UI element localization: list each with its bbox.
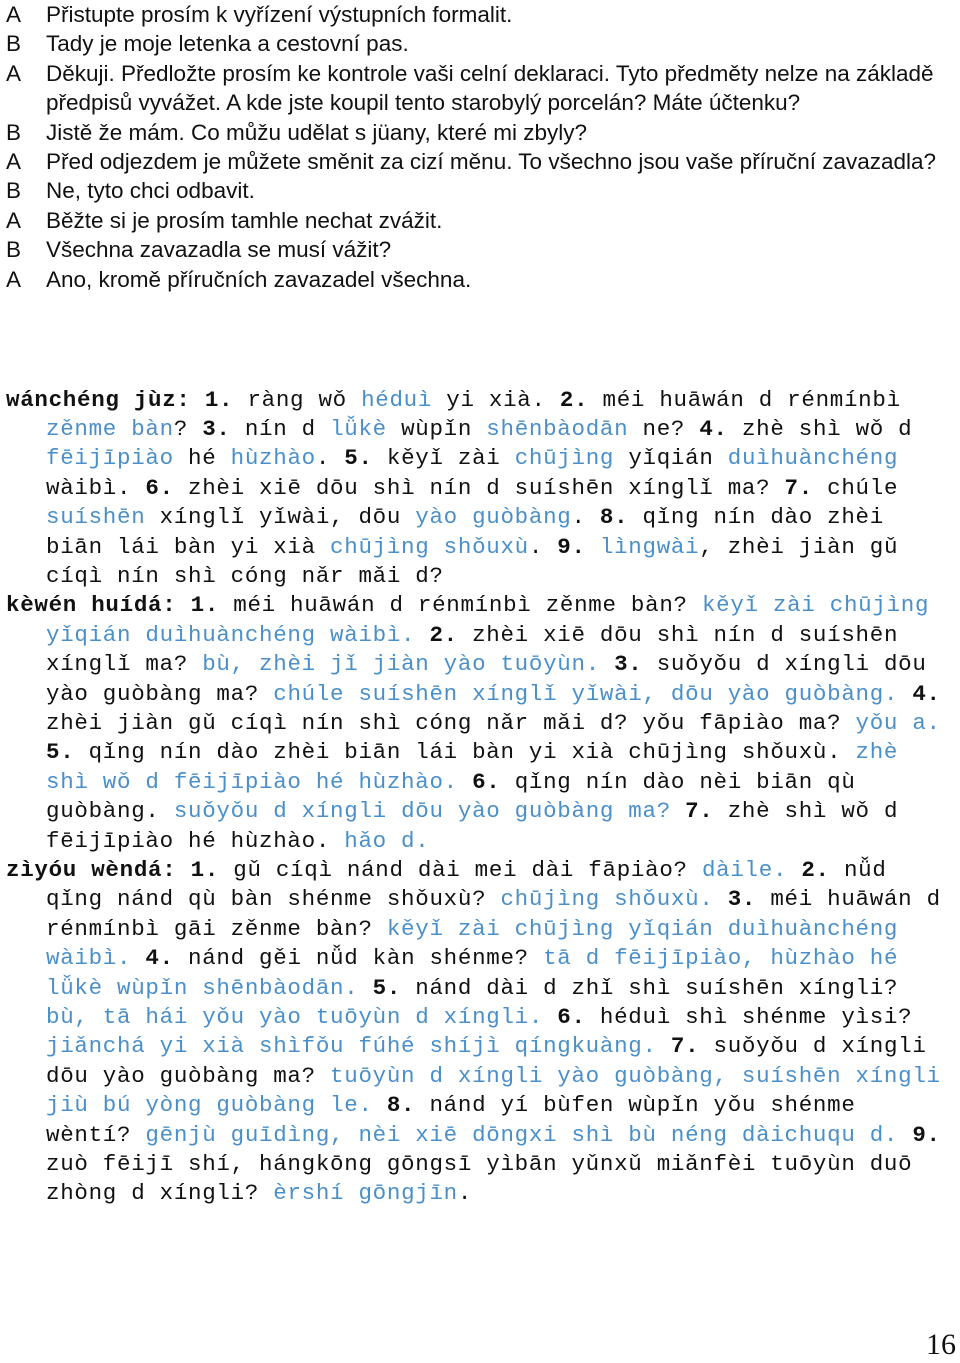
exercise-text	[714, 886, 728, 912]
item-number: 1.	[190, 592, 234, 619]
exercise-text: gǔ cíqì nánd dài mei dài fāpiào?	[233, 857, 702, 883]
item-number: 8.	[386, 1092, 430, 1119]
exercise-text: qǐng nín dào nèi biān qù guòbàng.	[46, 768, 856, 825]
answer-text: jiǎnchá yi xià shìfǒu fúhé shíjì qíngkuàng.	[46, 1033, 657, 1060]
dialogue-line	[6, 265, 950, 294]
item-number: 7.	[685, 798, 728, 825]
dialogue-text: Ne, tyto chci odbavit.	[46, 178, 255, 204]
exercise-text	[415, 622, 429, 648]
answer-text: chūjìng shǒuxù.	[500, 886, 714, 913]
exercises	[6, 386, 950, 1209]
exercise-text: ràng wǒ	[247, 386, 362, 413]
item-number: 5.	[372, 974, 416, 1001]
item-number: 1.	[190, 857, 234, 883]
exercise-text: chúle	[827, 474, 899, 501]
item-number: 5.	[46, 739, 89, 766]
exercise-text: wàibì.	[46, 474, 146, 501]
item-number: 8.	[599, 504, 643, 531]
item-number: 4.	[145, 945, 189, 972]
exercise-text: .	[528, 533, 558, 560]
answer-text: hùzhào	[230, 445, 316, 472]
answer-text: lìngwài	[599, 533, 700, 560]
exercise-text	[373, 1092, 387, 1118]
exercise-text: yi xià.	[432, 386, 560, 413]
dialogue-line	[6, 206, 950, 235]
dialogue-line	[6, 29, 950, 58]
item-number: 3.	[614, 651, 657, 678]
item-number: 9.	[912, 1121, 941, 1148]
answer-text: hǎo d.	[344, 827, 430, 854]
exercise-text: .	[457, 1180, 473, 1207]
dialogue-text: Tady je moje letenka a cestovní pas.	[46, 31, 409, 57]
answer-text: suíshēn	[46, 504, 146, 531]
exercise-text: zhèi jiàn gǔ cíqì nín shì cóng nǎr mǎi d? yǒu fāpiào ma?	[46, 709, 856, 736]
exercise-text: kěyǐ zài	[386, 445, 515, 472]
exercise-text: suǒyǒu d xíngli dōu yào guòbàng ma?	[46, 651, 927, 707]
item-number: 9.	[557, 533, 600, 560]
section-title: wánchéng jùz:	[6, 386, 205, 413]
speaker-label: B	[6, 178, 22, 204]
exercise-text: nǚd qǐng nánd qù bàn shénme shǒuxù?	[46, 857, 887, 913]
answer-text: gēnjù guīdìng, nèi xiē dōngxi shì bù néng dàichuqu d.	[145, 1121, 899, 1148]
dialogue-line	[6, 0, 950, 29]
exercise-section	[6, 591, 950, 856]
exercise-section	[6, 856, 950, 1209]
exercise-text: méi huāwán d rénmínbì	[602, 386, 901, 413]
exercise-text: zhèi xiē dōu shì nín d suíshēn xínglǐ ma?	[188, 474, 785, 501]
item-number: 7.	[784, 474, 828, 501]
item-number: 2.	[801, 857, 844, 883]
speaker-label: B	[6, 119, 22, 145]
page-number: 16	[926, 1328, 956, 1361]
exercise-text	[898, 681, 912, 707]
item-number: 4.	[912, 680, 941, 707]
dialogue-line	[6, 59, 950, 118]
dialogue-text: Děkuji. Předložte prosím ke kontrole vaši celní deklaraci. Tyto předměty nelze na základě předpisů vyvážet. A kde jste koupil tento starobylý porcelán? Máte účtenku?	[46, 60, 934, 116]
answer-text: kěyǐ zài chūjìng yǐqián duìhuànchéng wàibì.	[46, 592, 930, 648]
answer-text: héduì	[361, 386, 433, 413]
exercise-text	[600, 651, 614, 677]
dialogue-text: Před odjezdem je můžete směnit za cizí měnu. To všechno jsou vaše příruční zavazadla?	[46, 149, 937, 175]
answer-text: yào guòbàng	[415, 504, 572, 531]
exercise-text: nánd yí bùfen wùpǐn yǒu shénme wèntí?	[46, 1092, 856, 1148]
answer-text: tuōyùn d xíngli yào guòbàng, suíshēn xíngli jiù bú yòng guòbàng le.	[46, 1062, 941, 1119]
answer-text: bù, zhèi jǐ jiàn yào tuōyùn.	[202, 651, 600, 678]
speaker-label: A	[6, 266, 22, 292]
answer-text: tā d fēijīpiào, hùzhào hé lǚkè wùpǐn shēnbàodān.	[46, 945, 899, 1001]
answer-text: chúle suíshēn xínglǐ yǐwài, dōu yào guòbàng.	[273, 680, 899, 707]
exercise-text: , zhèi jiàn gǔ cíqì nín shì cóng nǎr mǎi d?	[46, 533, 899, 589]
speaker-label: A	[6, 207, 22, 233]
exercise-text	[131, 945, 145, 971]
exercise-text: ?	[173, 415, 203, 442]
dialogue-line	[6, 235, 950, 264]
exercise-text: zuò fēijī shí, hángkōng gōngsī yìbān yǔnxǔ miǎnfèi tuōyùn duō zhòng d xíngli?	[46, 1151, 913, 1207]
dialogue-text: Přistupte prosím k vyřízení výstupních formalit.	[46, 2, 513, 27]
exercise-section	[6, 386, 950, 592]
item-number: 2.	[559, 386, 603, 413]
item-number: 6.	[145, 474, 189, 501]
item-number: 3.	[202, 415, 245, 442]
dialogue-text: Jistě že mám. Co můžu udělat s jüany, které mi zbyly?	[46, 119, 588, 145]
exercise-text: méi huāwán d rénmínbì gāi zěnme bàn?	[46, 886, 941, 942]
answer-text: zěnme bàn	[46, 415, 174, 442]
exercise-text: qǐng nín dào zhèi biān lái bàn yi xià	[46, 504, 884, 560]
answer-text: lǚkè	[330, 415, 387, 442]
speaker-label: B	[6, 31, 22, 57]
exercise-text: zhèi xiē dōu shì nín d suíshēn xínglǐ ma?	[46, 621, 899, 678]
exercise-text: nánd dài d zhǐ shì suíshēn xíngli?	[415, 974, 899, 1001]
item-number: 4.	[699, 415, 742, 442]
section-title: kèwén huídá:	[6, 592, 191, 619]
exercise-text	[543, 1004, 557, 1030]
dialogue	[6, 0, 950, 294]
exercise-text: méi huāwán d rénmínbì zěnme bàn?	[233, 592, 702, 619]
answer-text: èrshí gōngjīn	[273, 1180, 458, 1207]
answer-text: fēijīpiào	[46, 445, 174, 472]
speaker-label: A	[6, 149, 22, 175]
answer-text: dàile.	[701, 857, 788, 883]
exercise-text: yǐqián	[614, 445, 728, 472]
exercise-text: qǐng nín dào zhèi biān lái bàn yi xià chūjìng shǒuxù.	[88, 739, 856, 766]
item-number: 2.	[429, 621, 473, 648]
answer-text: zhè shì wǒ d fēijīpiào hé hùzhào.	[46, 739, 899, 795]
exercise-text: .	[571, 504, 600, 531]
dialogue-text: Ano, kromě příručních zavazadel všechna.	[46, 266, 472, 292]
exercise-text: zhè shì wǒ d fēijīpiào hé hùzhào.	[46, 798, 899, 854]
dialogue-line	[6, 147, 950, 176]
answer-text: kěyǐ zài chūjìng yǐqián duìhuànchéng wàibì.	[46, 915, 899, 972]
exercise-text: nín d	[244, 415, 331, 442]
exercise-text: nánd gěi nǚd kàn shénme?	[188, 945, 544, 972]
exercise-text	[458, 769, 472, 795]
exercise-text: xínglǐ yǐwài, dōu	[145, 504, 416, 531]
exercise-text: suǒyǒu d xíngli dōu yào guòbàng ma?	[46, 1033, 927, 1089]
dialogue-text: Všechna zavazadla se musí vážit?	[46, 237, 392, 263]
answer-text: shēnbàodān	[486, 415, 629, 442]
item-number: 7.	[670, 1033, 714, 1060]
answer-text: yǒu a.	[855, 709, 941, 736]
item-number: 6.	[557, 1004, 600, 1031]
item-number: 1.	[204, 386, 248, 413]
answer-text: chūjìng	[514, 445, 615, 472]
exercise-text	[657, 1033, 671, 1059]
section-title: zìyóu wèndá:	[6, 857, 191, 883]
item-number: 5.	[344, 445, 387, 472]
exercise-text	[358, 975, 372, 1001]
exercise-text: ne?	[628, 415, 700, 442]
exercise-text	[787, 857, 801, 883]
exercise-text	[671, 798, 685, 824]
speaker-label: A	[6, 2, 22, 27]
exercise-text	[898, 1122, 912, 1148]
answer-text: suǒyǒu d xíngli dōu yào guòbàng ma?	[173, 798, 671, 825]
exercise-text: zhè shì wǒ d	[741, 415, 913, 442]
exercise-text: hé	[173, 445, 231, 472]
exercise-text: héduì shì shénme yìsi?	[599, 1004, 913, 1031]
dialogue-line	[6, 118, 950, 147]
dialogue-text: Běžte si je prosím tamhle nechat zvážit.	[46, 207, 443, 233]
speaker-label: B	[6, 237, 22, 263]
exercise-text: .	[315, 445, 345, 472]
exercise-text: wùpǐn	[386, 415, 487, 442]
item-number: 3.	[727, 886, 771, 913]
answer-text: bù, tā hái yǒu yào tuōyùn d xíngli.	[46, 1004, 544, 1031]
item-number: 6.	[472, 768, 515, 795]
dialogue-line	[6, 176, 950, 205]
answer-text: chūjìng shǒuxù	[330, 533, 529, 560]
speaker-label: A	[6, 60, 22, 86]
answer-text: duìhuànchéng	[727, 445, 899, 472]
